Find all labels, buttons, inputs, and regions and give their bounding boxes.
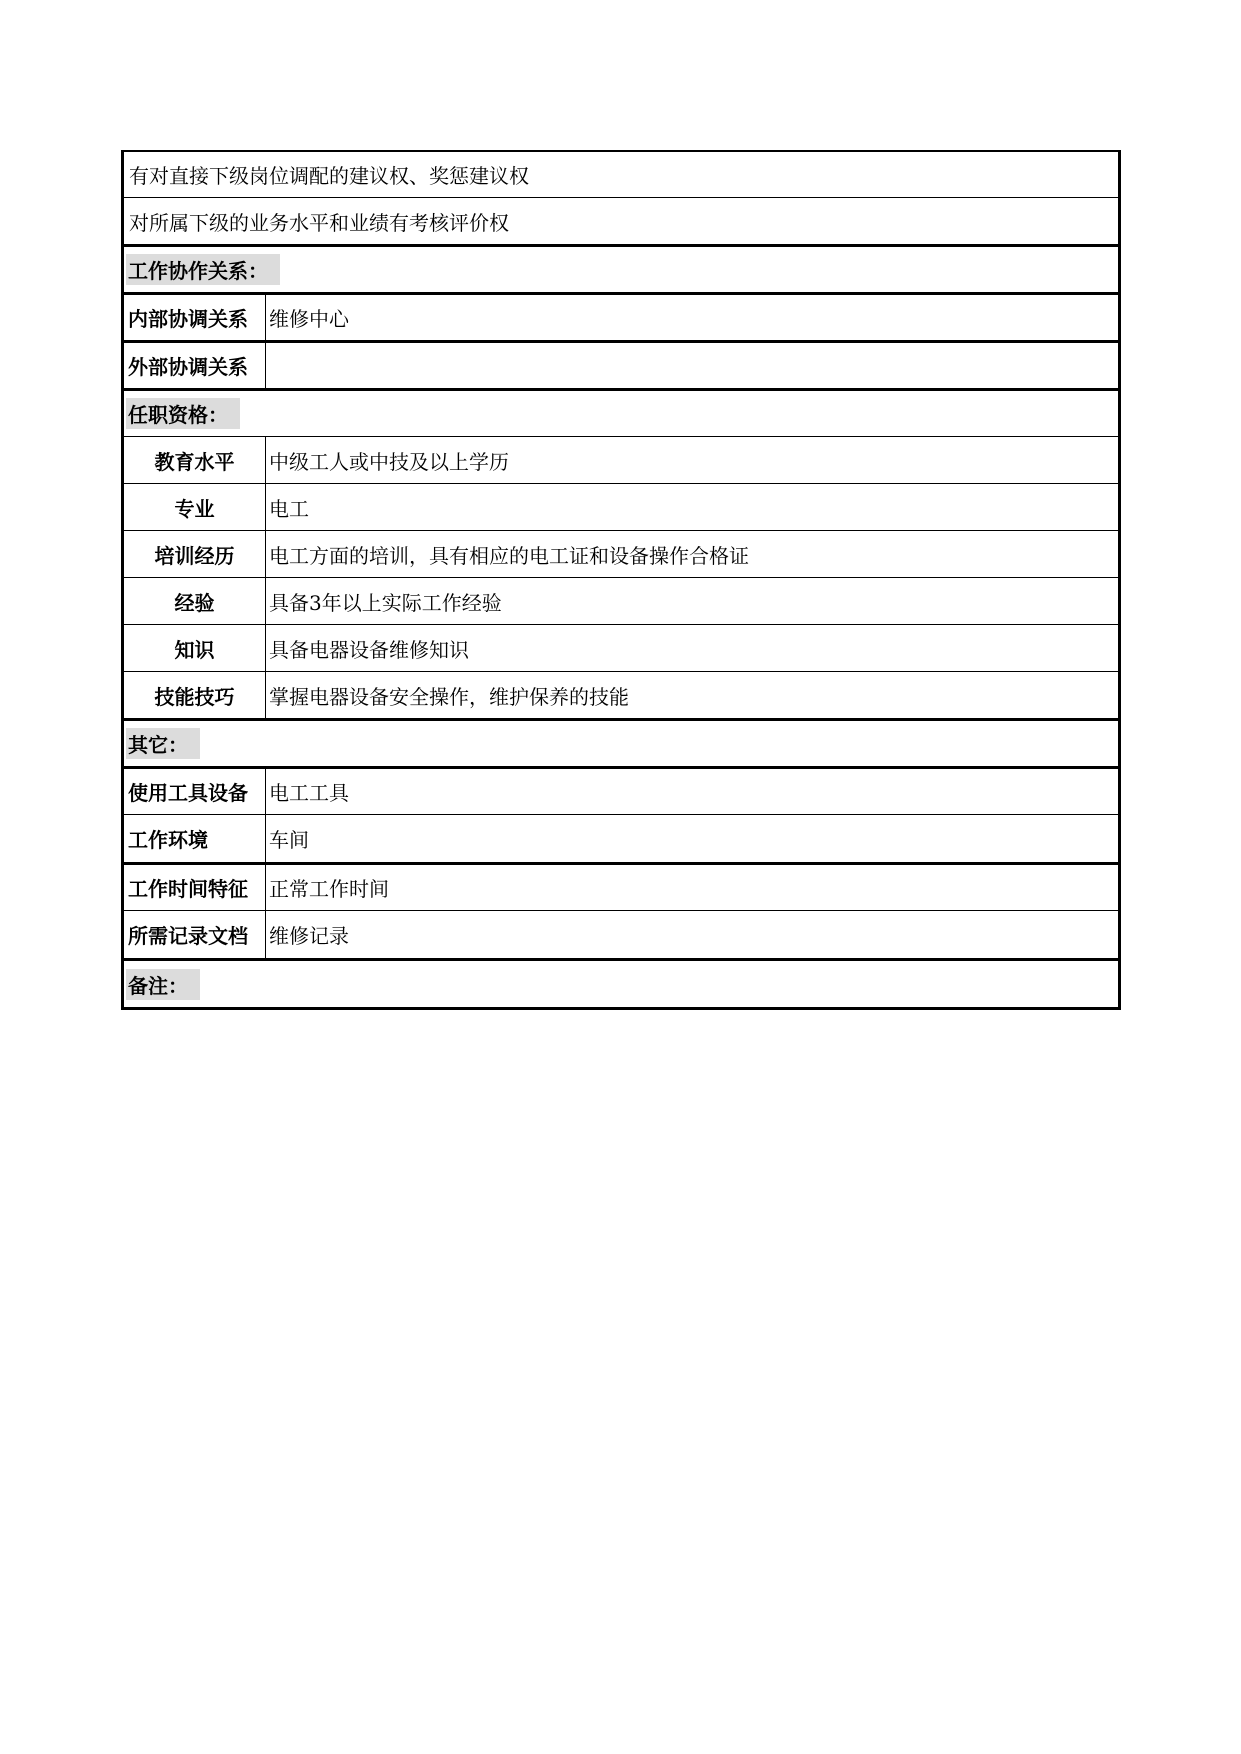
- other-row: [124, 814, 1118, 862]
- field-value: 具备3年以上实际工作经验: [269, 590, 502, 615]
- other-row: [124, 910, 1118, 958]
- field-value: 掌握电器设备安全操作，维护保养的技能: [269, 684, 629, 709]
- field-label: 教育水平: [124, 437, 266, 483]
- qualification-row: [124, 577, 1118, 624]
- field-label: 培训经历: [124, 531, 266, 577]
- qualification-row: [124, 624, 1118, 671]
- qualifications-section-header: [124, 388, 1118, 436]
- field-value: 维修中心: [269, 307, 349, 331]
- remarks-section-header: [124, 958, 1118, 1007]
- field-label: 外部协调关系: [124, 343, 266, 388]
- field-label: 工作时间特征: [124, 865, 266, 910]
- field-label: 内部协调关系: [124, 295, 266, 340]
- qualification-row: [124, 530, 1118, 577]
- collaboration-section-header: [124, 244, 1118, 292]
- internal-coordination-row: [124, 292, 1118, 340]
- field-label: 使用工具设备: [124, 769, 266, 814]
- field-value: 车间: [269, 828, 309, 852]
- qualification-row: [124, 436, 1118, 483]
- authority-text: 有对直接下级岗位调配的建议权、奖惩建议权: [129, 164, 529, 188]
- field-value: 电工工具: [269, 781, 349, 805]
- field-value: 正常工作时间: [269, 877, 389, 901]
- field-value: 具备电器设备维修知识: [269, 637, 469, 662]
- external-coordination-row: [124, 340, 1118, 388]
- field-label: 技能技巧: [124, 672, 266, 718]
- field-label: 知识: [124, 625, 266, 671]
- other-row: [124, 862, 1118, 910]
- field-value: 维修记录: [269, 924, 349, 948]
- other-row: [124, 766, 1118, 814]
- section-title: 备注：: [126, 969, 200, 1000]
- other-section-header: [124, 718, 1118, 766]
- section-title: 其它：: [126, 728, 200, 759]
- qualification-row: [124, 671, 1118, 718]
- field-value: 电工: [269, 496, 309, 521]
- section-title: 工作协作关系：: [126, 254, 280, 285]
- field-label: 所需记录文档: [124, 911, 266, 958]
- job-description-table: [121, 150, 1121, 1010]
- authority-row: [124, 150, 1118, 197]
- field-value: [266, 343, 1118, 388]
- authority-text: 对所属下级的业务水平和业绩有考核评价权: [129, 210, 509, 235]
- field-value: 电工方面的培训，具有相应的电工证和设备操作合格证: [269, 543, 749, 568]
- field-value: 中级工人或中技及以上学历: [269, 449, 509, 474]
- field-label: 工作环境: [124, 815, 266, 862]
- field-label: 经验: [124, 578, 266, 624]
- field-label: 专业: [124, 484, 266, 530]
- section-title: 任职资格：: [126, 398, 240, 429]
- qualification-row: [124, 483, 1118, 530]
- authority-row: [124, 197, 1118, 244]
